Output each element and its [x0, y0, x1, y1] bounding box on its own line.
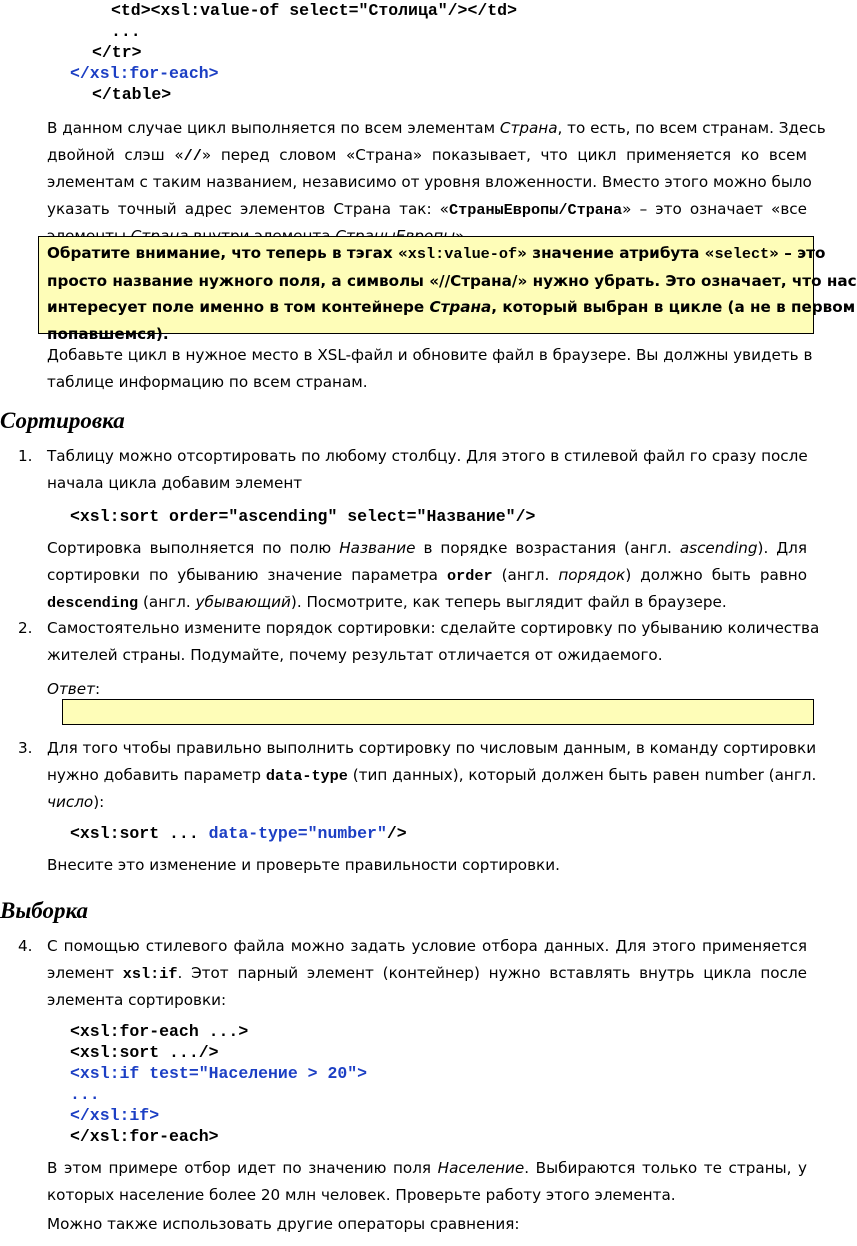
code-if-close: </xsl:if> — [70, 1106, 160, 1125]
item-4-description: В этом примере отбор идет по значению поля Население. Выбираются только те страны, у которых население более 20 млн человек. Проверьте работу этого элемента. — [47, 1159, 808, 1204]
item-4-text: С помощью стилевого файла можно задать условие отбора данных. Для этого применяется элемент xsl:if. Этот парный элемент (контейнер) нужно вставлять внутрь цикла после элемента сортировки: — [47, 937, 808, 1009]
section-heading-selection: Выборка — [0, 898, 89, 923]
code-for-each-open: <xsl:for-each ...> — [70, 1022, 249, 1041]
answer-label: Ответ: — [47, 680, 101, 698]
code-if-ellipsis: ... — [70, 1085, 100, 1104]
item-3-instruction: Внесите это изменение и проверьте правильности сортировки. — [47, 856, 560, 874]
list-number-4: 4. — [18, 937, 33, 955]
list-number-2: 2. — [18, 619, 33, 637]
code-for-each-close-2: </xsl:for-each> — [70, 1127, 219, 1146]
answer-input-box[interactable] — [62, 699, 814, 725]
item-2-text: Самостоятельно измените порядок сортировки: сделайте сортировку по убыванию количества жителей страны. Подумайте, почему результат отличается от ожидаемого. — [47, 619, 820, 664]
section-heading-sorting: Сортировка — [0, 408, 125, 433]
list-number-3: 3. — [18, 739, 33, 757]
code-line-ellipsis: ... — [111, 22, 141, 41]
paragraph-add-loop: Добавьте цикл в нужное место в XSL-файл и обновите файл в браузере. Вы должны увидеть в таблице информацию по всем странам. — [47, 346, 813, 391]
paragraph-loop-explanation: В данном случае цикл выполняется по всем элементам Страна, то есть, по всем странам. Здесь двойной слэш «//» перед словом «Страна» показывает, что цикл применяется ко всем элементам с таким названием, независимо от уровня вложенности. Вместо этого можно было указать точный адрес элементов Страна так: «СтраныЕвропы/Страна» – это означает «все — [47, 119, 826, 219]
code-line-for-each-close: </xsl:for-each> — [70, 64, 219, 83]
code-sort: <xsl:sort .../> — [70, 1043, 219, 1062]
code-if-open: <xsl:if test="Население > 20"> — [70, 1064, 368, 1083]
code-line-table-close: </table> — [92, 85, 172, 104]
code-xsl-sort-number: <xsl:sort ... data-type="number"/> — [70, 824, 407, 843]
item-1-text: Таблицу можно отсортировать по любому столбцу. Для этого в стилевой файл го сразу после начала цикла добавим элемент — [47, 447, 808, 492]
item-4-operators: Можно также использовать другие операторы сравнения: — [47, 1215, 520, 1233]
list-number-1: 1. — [18, 447, 33, 465]
note-text: Обратите внимание, что теперь в тэгах «xsl:value-of» значение атрибута «select» – это просто название нужного поля, а символы «//Страна/» нужно убрать. Это означает, что нас интересует поле именно в том контейнере Страна, который выбран в цикле (а не в первом попавшемся). — [47, 244, 857, 343]
code-xsl-sort: <xsl:sort order="ascending" select="Название"/> — [70, 507, 536, 526]
code-line-td: <td><xsl:value-of select="Столица"/></td> — [111, 1, 517, 20]
item-1-description: Сортировка выполняется по полю Название в порядке возрастания (англ. ascending). Для сортировки по убыванию значение параметра order (англ. порядок) должно быть равно descending (англ. убывающий). Посмотрите, как теперь выглядит файл в браузере. — [47, 539, 807, 612]
code-line-tr-close: </tr> — [92, 43, 142, 62]
item-3-text: Для того чтобы правильно выполнить сортировку по числовым данным, в команду сортировки нужно добавить параметр data-type (тип данных), который должен быть равен number (англ. число): — [47, 739, 817, 811]
